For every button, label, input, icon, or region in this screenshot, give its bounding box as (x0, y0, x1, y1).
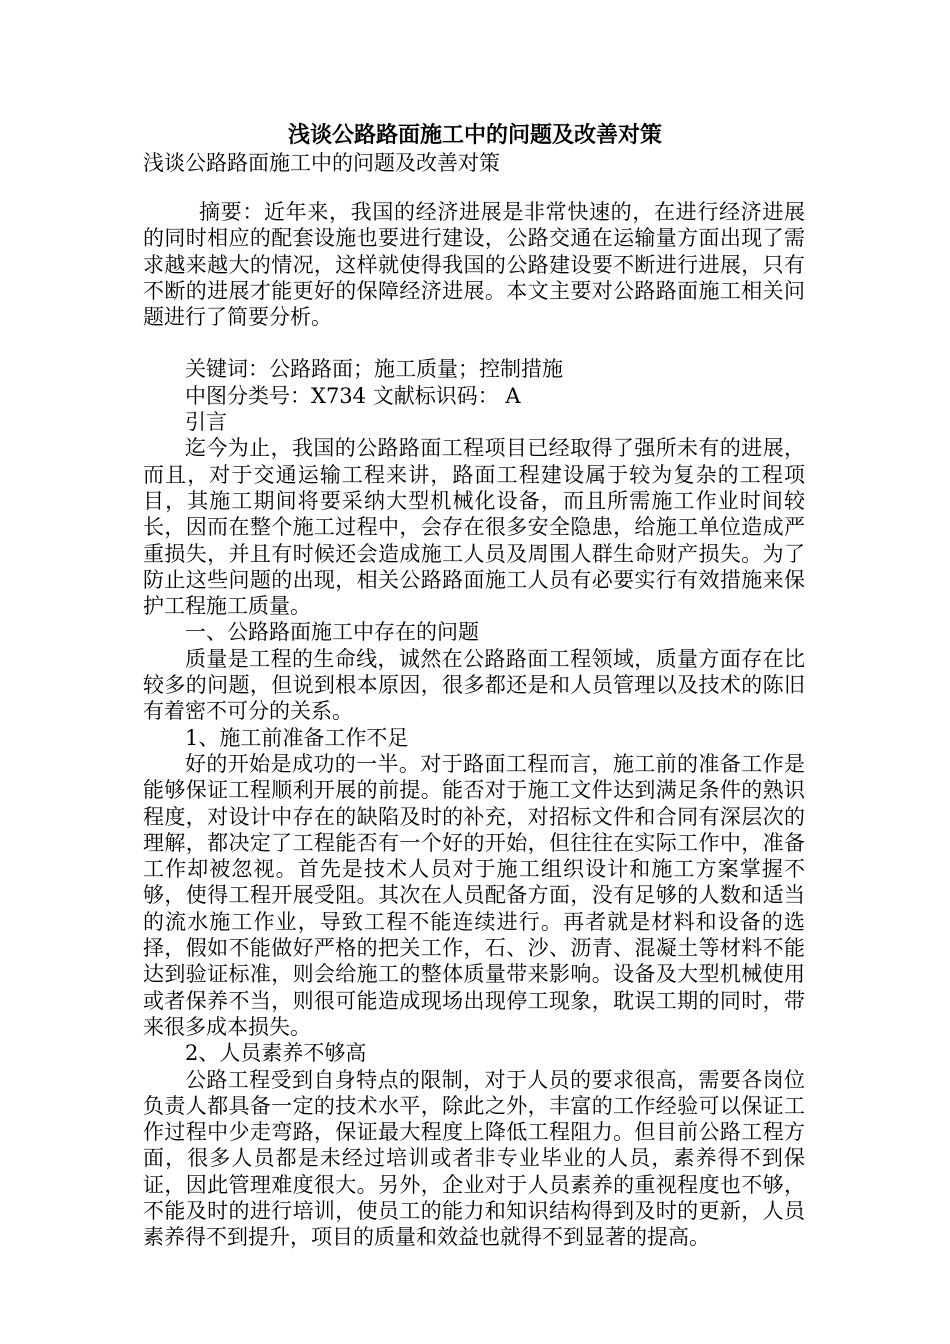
classification-line: 中图分类号：X734 文献标识码： A (185, 383, 521, 408)
subsection1-paragraph: 好的开始是成功的一半。对于路面工程而言，施工前的准备工作是能够保证工程顺利开展的前提。能否对于施工文件达到满足条件的熟识程度，对设计中存在的缺陷及时的补充，对招标文件和合同有深层次的理解，都决定了工程能否有一个好的开始，但往往在实际工作中，准备工作却被忽视。首先是技术人员对于施工组织设计和施工方案掌握不够，使得工程开展受阻。其次在人员配备方面，没有足够的人数和适当的流水施工作业，导致工程不能连续进行。再者就是材料和设备的选择，假如不能做好严格的把关工作，石、沙、沥青、混凝土等材料不能达到验证标准，则会给施工的整体质量带来影响。设备及大型机械使用或者保养不当，则很可能造成现场出现停工现象，耽误工期的同时，带来很多成本损失。 (143, 751, 805, 1039)
subsection2-heading: 2、人员素养不够高 (185, 1041, 367, 1066)
section1-heading: 一、公路路面施工中存在的问题 (185, 620, 479, 645)
document-title: 浅谈公路路面施工中的问题及改善对策 (287, 122, 662, 148)
keywords-line: 关键词：公路路面；施工质量；控制措施 (185, 357, 563, 382)
subsection2-paragraph: 公路工程受到自身特点的限制，对于人员的要求很高，需要各岗位负责人都具备一定的技术水平，除此之外，丰富的工作经验可以保证工作过程中少走弯路，保证最大程度上降低工程阻力。但目前公路工程方面，很多人员都是未经过培训或者非专业毕业的人员，素养得不到保证，因此管理难度很大。另外，企业对于人员素养的重视程度也不够，不能及时的进行培训，使员工的能力和知识结构得到及时的更新，人员素养得不到提升，项目的质量和效益也就得不到显著的提高。 (143, 1067, 805, 1250)
subsection1-heading: 1、施工前准备工作不足 (185, 725, 409, 750)
document-body (143, 199, 805, 1251)
intro-paragraph: 迄今为止，我国的公路路面工程项目已经取得了强所未有的进展，而且，对于交通运输工程来讲，路面工程建设属于较为复杂的工程项目，其施工期间将要采纳大型机械化设备，而且所需施工作业时间较长，因而在整个施工过程中，会存在很多安全隐患，给施工单位造成严重损失，并且有时候还会造成施工人员及周围人群生命财产损失。为了防止这些问题的出现，相关公路路面施工人员有必要实行有效措施来保护工程施工质量。 (143, 436, 805, 619)
document-subtitle: 浅谈公路路面施工中的问题及改善对策 (143, 151, 500, 175)
abstract-paragraph: 摘要：近年来，我国的经济进展是非常快速的，在进行经济进展的同时相应的配套设施也要进行建设，公路交通在运输量方面出现了需求越来越大的情况，这样就使得我国的公路建设要不断进行进展，只有不断的进展才能更好的保障经济进展。本文主要对公路路面施工相关问题进行了简要分析。 (143, 200, 805, 330)
intro-heading: 引言 (185, 410, 227, 435)
section1-paragraph: 质量是工程的生命线，诚然在公路路面工程领域，质量方面存在比较多的问题，但说到根本原因，很多都还是和人员管理以及技术的陈旧有着密不可分的关系。 (143, 646, 805, 724)
paragraph-gap (143, 330, 805, 356)
